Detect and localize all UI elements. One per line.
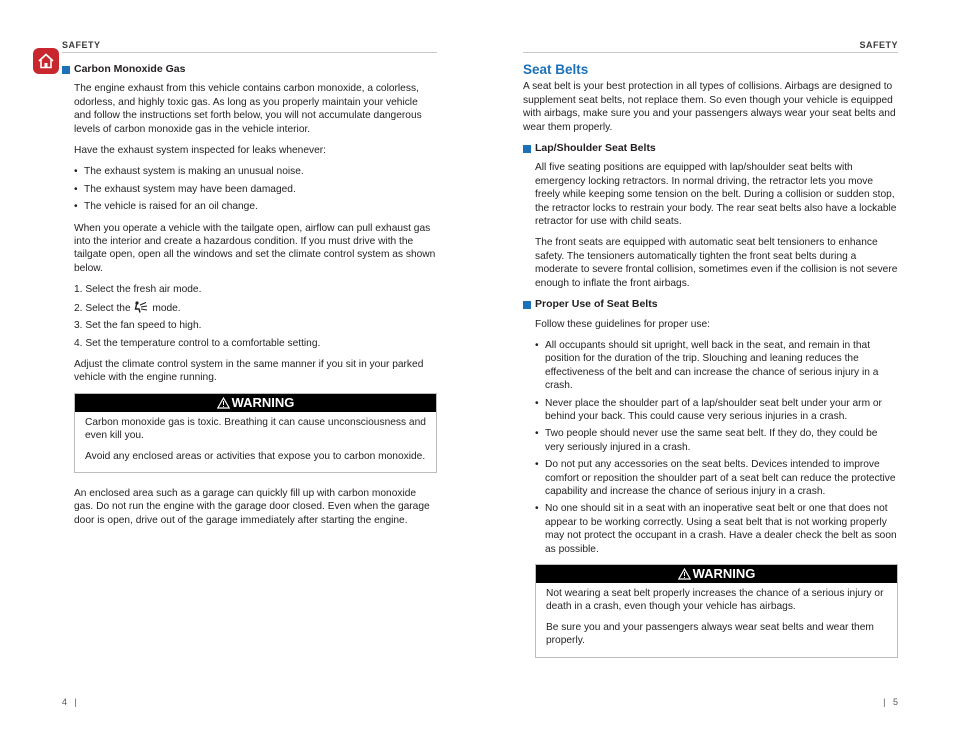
list-item: • Do not put any accessories on the seat belts. Devices intended to improve comfort or reposition the shoulder part of a seat belt can reduce the protective capability and increase the chance of serious injury in a crash.: [535, 458, 898, 498]
left-page-number: 4 |: [62, 697, 77, 707]
step-1: 1. Select the fresh air mode.: [74, 284, 202, 296]
list-item: • The vehicle is raised for an oil change.: [74, 200, 437, 213]
right-page: [480, 0, 960, 750]
list-item: • Two people should never use the same seat belt. If they do, they could be very seriously injured in a crash.: [535, 427, 898, 454]
home-button[interactable]: [33, 48, 59, 74]
proper-list: [535, 339, 898, 556]
list-item: • Never place the shoulder part of a lap/shoulder seat belt under your arm or behind your back. This could cause very serious injuries in a crash.: [535, 397, 898, 424]
seat-belts-section: [523, 63, 898, 672]
list-item: • No one should sit in a seat with an inoperative seat belt or one that does not appear to be working correctly. Using a seat belt that is not working properly may not protect the occupant in a crash. Have a dealer check the belt as soon as possible.: [535, 502, 898, 556]
tailgate-para: When you operate a vehicle with the tailgate open, airflow can pull exhaust gas into the interior and create a hazardous condition. If you must drive with the tailgate open, open all the windows and set the climate control system as shown below.: [74, 222, 436, 274]
square-bullet-icon: [523, 145, 531, 153]
warning-line: Carbon monoxide gas is toxic. Breathing it can cause unconsciousness and even kill you.: [85, 416, 426, 442]
step-4: 4. Set the temperature control to a comfortable setting.: [74, 337, 321, 349]
step-3: 3. Set the fan speed to high.: [74, 320, 202, 332]
co-heading: [62, 63, 437, 76]
page-number-value: 5: [892, 697, 898, 707]
step-2-post: mode.: [152, 302, 181, 314]
home-icon: [37, 52, 55, 70]
list-item: • The exhaust system is making an unusual noise.: [74, 165, 437, 178]
airflow-mode-icon: [133, 301, 149, 313]
step-2-pre: 2. Select the: [74, 302, 131, 314]
parked-para: Adjust the climate control system in the same manner if you sit in your parked vehicle with the engine running.: [74, 358, 424, 384]
warning-triangle-icon: [678, 568, 691, 580]
warning-header: [75, 394, 436, 412]
proper-heading-text: Proper Use of Seat Belts: [535, 298, 658, 311]
list-item: • The exhaust system may have been damaged.: [74, 183, 437, 196]
page-title: Seat Belts: [523, 62, 589, 77]
square-bullet-icon: [523, 301, 531, 309]
inspect-list: [74, 165, 437, 213]
list-item: • All occupants should sit upright, well back in the seat, and remain in that position for the duration of the trip. Slouching and leaning reduces the effectiveness of the belt and can increase the chance of serious injury in a crash.: [535, 339, 898, 393]
warning-line: Not wearing a seat belt properly increases the chance of a serious injury or death in a crash, even though your vehicle has airbags.: [546, 588, 884, 613]
inspect-lead: Have the exhaust system inspected for leaks whenever:: [74, 145, 326, 157]
warning-triangle-icon: [217, 397, 230, 409]
right-header-rule: [523, 52, 898, 53]
seat-belts-intro: A seat belt is your best protection in all types of collisions. Airbags are designed to supplement seat belts, not replace them. So even though your vehicle is equipped with airbags, make sure you and your passengers always wear your seat belts and wear them properly.: [523, 81, 896, 133]
lap-heading: [523, 142, 898, 155]
warning-header: [536, 565, 897, 583]
right-page-number: | 5: [883, 697, 898, 707]
lap-heading-text: Lap/Shoulder Seat Belts: [535, 142, 656, 155]
left-header: SAFETY: [62, 40, 101, 50]
step-2: [74, 301, 437, 315]
warning-label: WARNING: [231, 394, 295, 410]
proper-lead: Follow these guidelines for proper use:: [535, 318, 710, 330]
lap-para-1: All five seating positions are equipped with lap/shoulder seat belts with emergency locking retractors. In normal driving, the retractor lets you move freely while keeping some tension on the belt. During a collision or sudden stop, the retractor locks to restrain your body. The rear seat belts also have a lockable retractor for use with child seats.: [535, 162, 897, 228]
co-warning-box: [74, 393, 437, 473]
co-section: [62, 63, 437, 535]
lap-para-2: The front seats are equipped with automatic seat belt tensioners to enhance safety. The tensioners automatically tighten the front seat belts during a moderate to severe frontal collision, sometimes even if the collision is not severe enough to inflate the front airbags.: [535, 237, 898, 289]
seatbelt-warning-box: [535, 564, 898, 658]
left-header-rule: [62, 52, 437, 53]
warning-line: Be sure you and your passengers always wear seat belts and wear them properly.: [546, 621, 874, 647]
co-heading-text: Carbon Monoxide Gas: [74, 63, 186, 75]
warning-line: Avoid any enclosed areas or activities that expose you to carbon monoxide.: [85, 450, 426, 462]
warning-label: WARNING: [692, 566, 756, 581]
garage-para: An enclosed area such as a garage can quickly fill up with carbon monoxide gas. Do not run the engine with the garage door closed. Even when the garage door is open, drive out of the garage immediately after starting the engine.: [74, 487, 430, 526]
square-bullet-icon: [62, 66, 70, 74]
page-number-value: 4: [62, 697, 68, 707]
co-intro: The engine exhaust from this vehicle contains carbon monoxide, a colorless, odorless, and highly toxic gas. As long as you properly maintain your vehicle and follow the instructions set forth below, you will not accumulate dangerous levels of carbon monoxide gas in the vehicle interior.: [74, 83, 422, 135]
proper-heading: [523, 298, 898, 311]
right-header: SAFETY: [859, 40, 898, 50]
steps-list: [74, 283, 437, 350]
